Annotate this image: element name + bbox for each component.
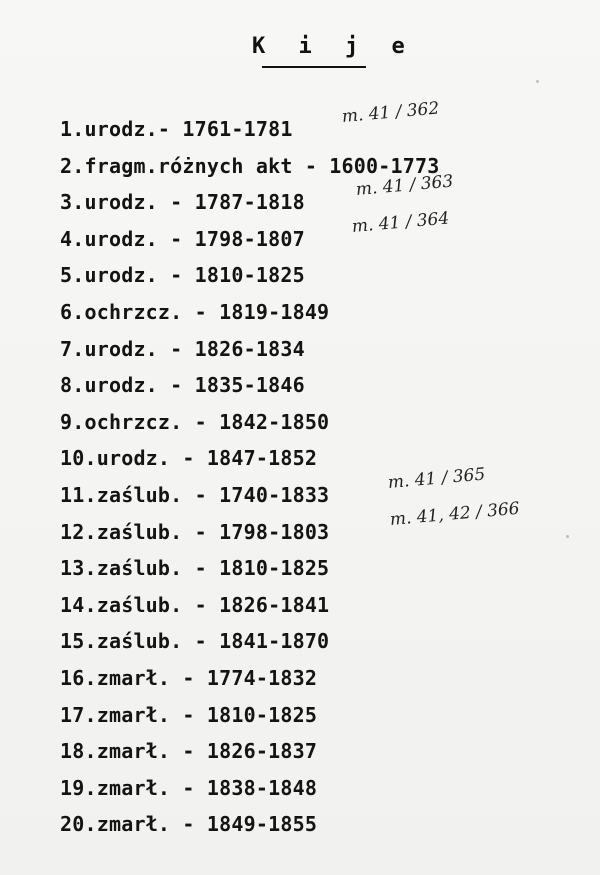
entry-text: 15.zaślub. - 1841-1870 — [60, 629, 330, 654]
handwritten-note: m. 41 / 364 — [351, 208, 451, 237]
list-item — [60, 337, 590, 374]
entry-text: 12.zaślub. - 1798-1803 — [60, 519, 330, 544]
list-item — [60, 556, 590, 593]
entry-text: 19.zmarł. - 1838-1848 — [60, 775, 318, 800]
list-item — [60, 171, 590, 227]
document-title: K i j e — [252, 34, 415, 59]
list-item — [60, 98, 590, 154]
entry-list — [60, 98, 590, 849]
list-item — [60, 263, 590, 300]
entry-text: 3.urodz. - 1787-1818 — [60, 190, 305, 215]
entry-text: 10.urodz. - 1847-1852 — [60, 446, 318, 471]
list-item — [60, 776, 590, 813]
list-item — [60, 154, 590, 191]
list-item — [60, 593, 590, 630]
entry-text: 2.fragm.różnych akt - 1600-1773 — [60, 153, 440, 178]
entry-text: 18.zmarł. - 1826-1837 — [60, 739, 318, 764]
list-item — [60, 208, 590, 264]
list-item — [60, 373, 590, 410]
entry-text: 13.zaślub. - 1810-1825 — [60, 556, 330, 581]
paper-speck — [536, 80, 539, 83]
list-item — [60, 703, 590, 740]
list-item — [60, 739, 590, 776]
entry-text: 5.urodz. - 1810-1825 — [60, 263, 305, 288]
paper-speck — [566, 535, 569, 538]
entry-text: 20.zmarł. - 1849-1855 — [60, 812, 318, 837]
entry-text: 8.urodz. - 1835-1846 — [60, 373, 305, 398]
list-item — [60, 300, 590, 337]
list-item — [60, 812, 590, 849]
list-item — [60, 410, 590, 447]
list-item — [60, 498, 590, 557]
handwritten-note: m. 41 / 362 — [341, 98, 441, 127]
handwritten-note: m. 41, 42 / 366 — [389, 498, 521, 530]
entry-text: 14.zaślub. - 1826-1841 — [60, 592, 330, 617]
entry-text: 9.ochrzcz. - 1842-1850 — [60, 409, 330, 434]
list-item — [60, 629, 590, 666]
entry-text: 6.ochrzcz. - 1819-1849 — [60, 299, 330, 324]
entry-text: 11.zaślub. - 1740-1833 — [60, 482, 330, 507]
title-underline — [262, 66, 366, 68]
list-item — [60, 666, 590, 703]
entry-text: 17.zmarł. - 1810-1825 — [60, 702, 318, 727]
handwritten-note: m. 41 / 363 — [355, 171, 455, 201]
entry-text: 7.urodz. - 1826-1834 — [60, 336, 305, 361]
entry-text: 1.urodz.- 1761-1781 — [60, 117, 293, 141]
list-item — [60, 446, 590, 483]
entry-text: 4.urodz. - 1798-1807 — [60, 226, 305, 251]
entry-text: 16.zmarł. - 1774-1832 — [60, 665, 318, 690]
handwritten-note: m. 41 / 365 — [387, 464, 487, 493]
